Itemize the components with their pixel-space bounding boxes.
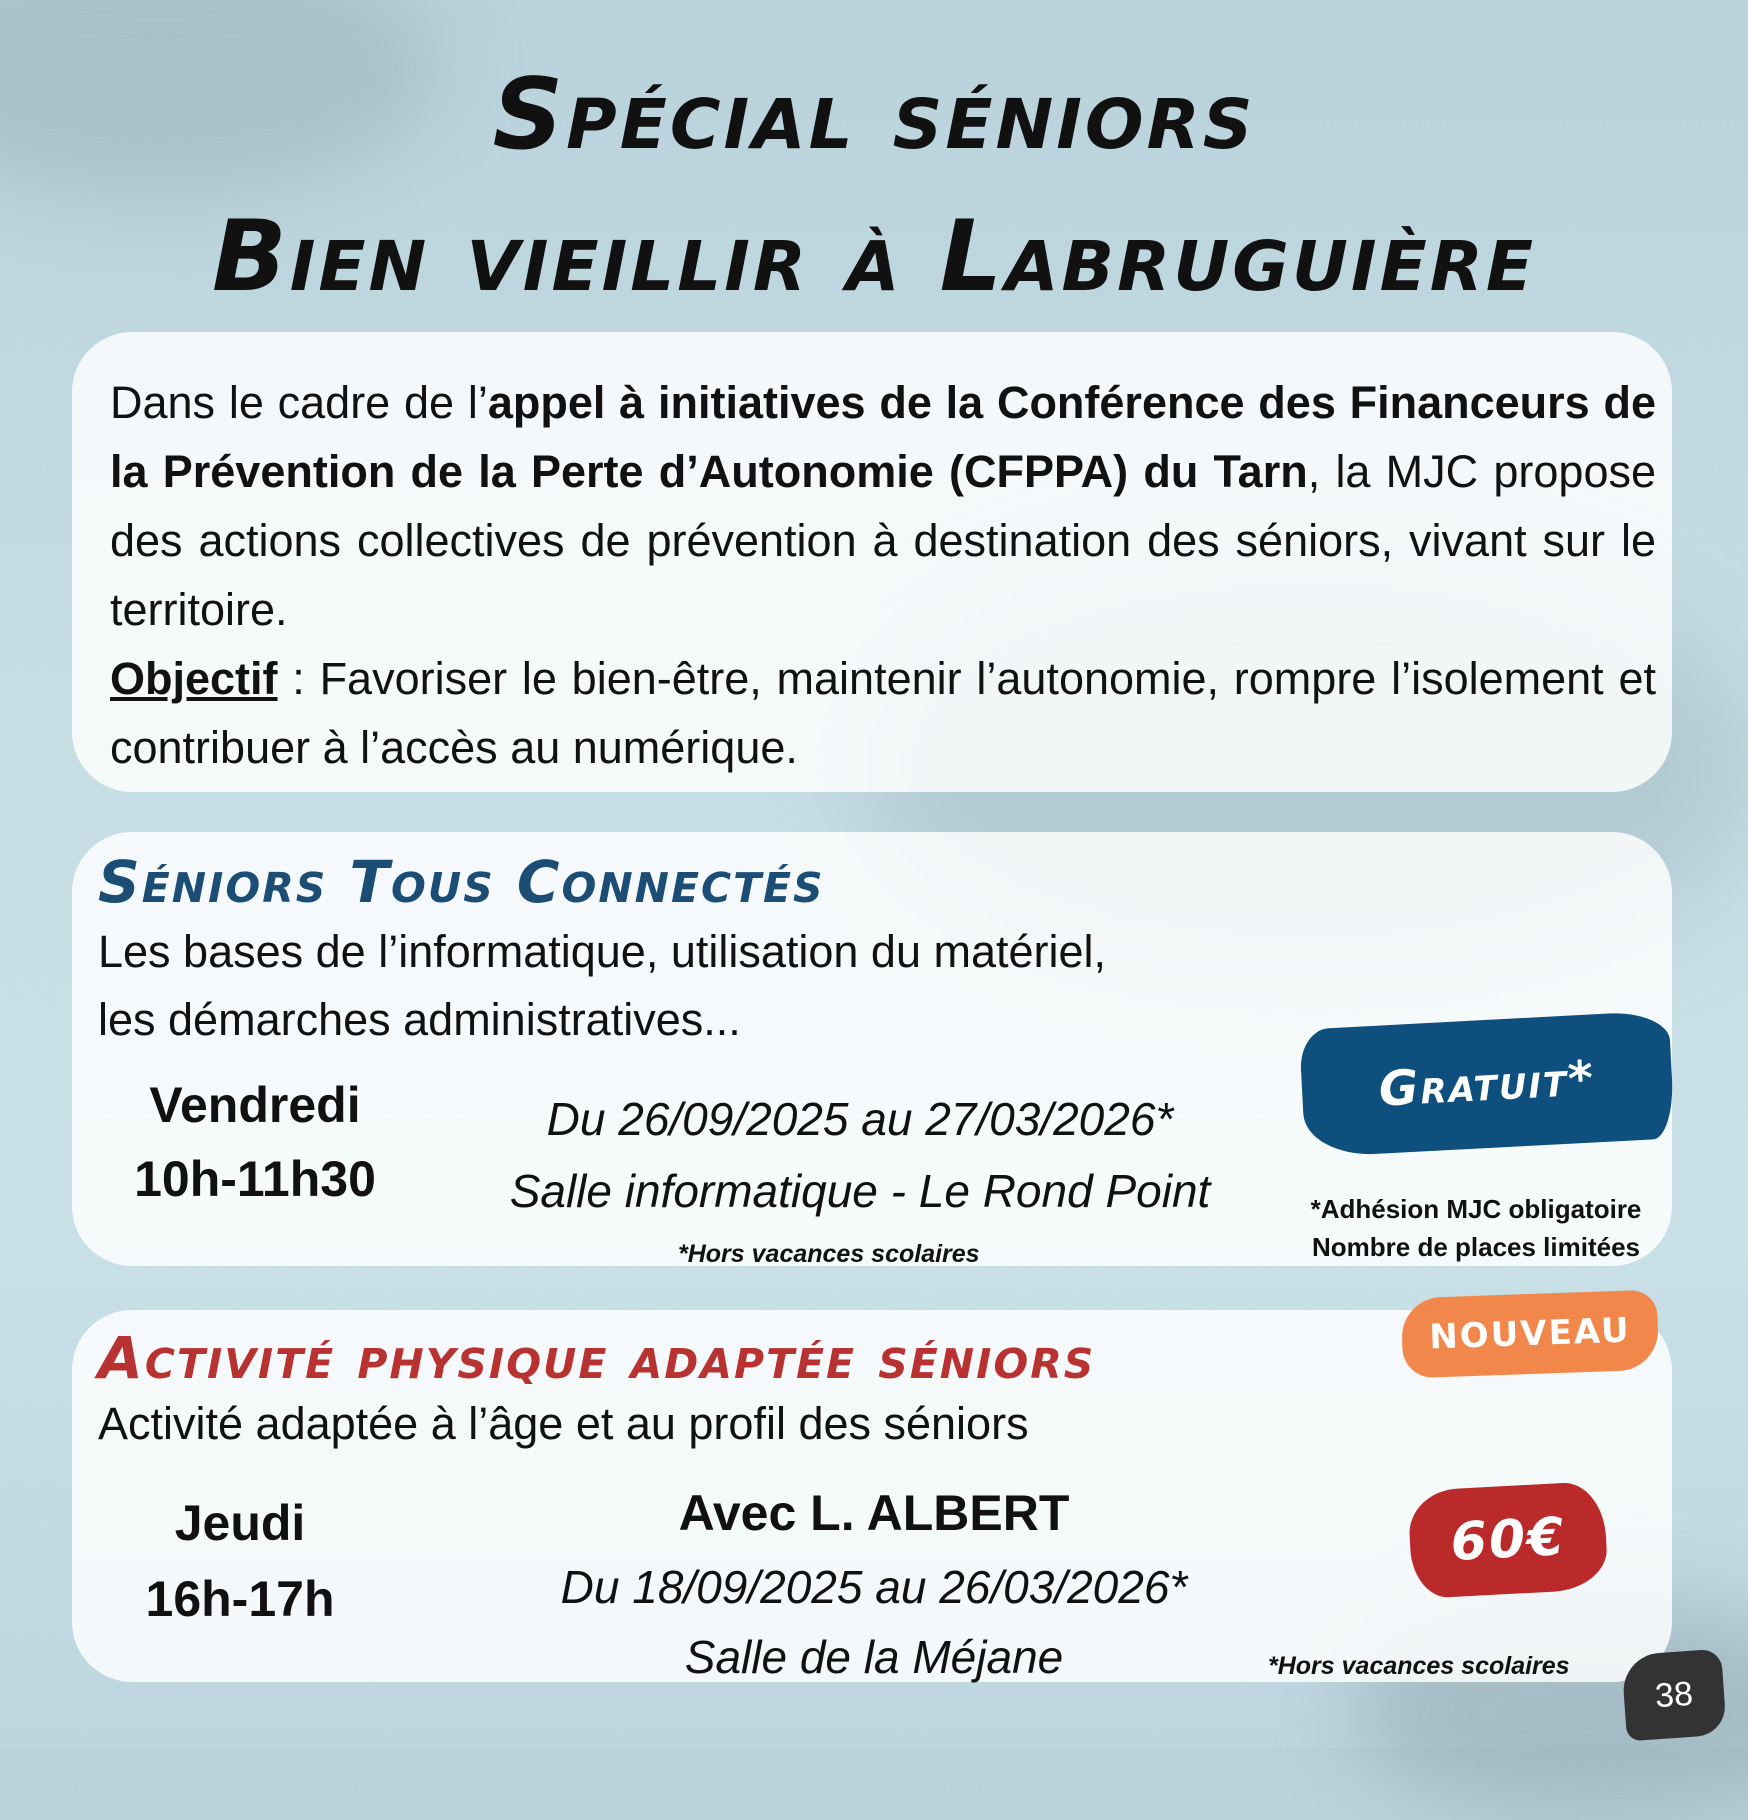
schedule-place: Salle de la Méjane [684, 1631, 1064, 1683]
objectif-text: : Favoriser le bien-être, maintenir l’autonomie, rompre l’isolement et contribuer à l’accès au numérique. [110, 653, 1656, 773]
holiday-note: *Hors vacances scolaires [678, 1240, 980, 1268]
membership-note: *Adhésion MJC obligatoire [1310, 1194, 1642, 1224]
schedule-place: Salle informatique - Le Rond Point [509, 1165, 1211, 1217]
section-desc-connectes [98, 918, 1106, 1054]
schedule-day: Jeudi [174, 1495, 306, 1551]
schedule-day: Vendredi [149, 1077, 361, 1133]
intro-p1-bold: appel à initiatives de la Conférence des Financeurs de la Prévention de la Perte d’Autonomie (CFPPA) du Tarn [110, 377, 1656, 497]
schedule-dates: Du 18/09/2025 au 26/03/2026* [560, 1561, 1188, 1613]
coach-name: Avec L. ALBERT [678, 1485, 1070, 1541]
intro-text [110, 368, 1656, 782]
objectif-label: Objectif [110, 653, 278, 704]
intro-p1-a: Dans le cadre de l’ [110, 377, 488, 428]
schedule-time: 16h-17h [145, 1571, 335, 1627]
new-badge: NOUVEAU [1401, 1290, 1660, 1379]
page-title-line2: Bien vieillir à Labruguière [212, 200, 1536, 314]
desc-line: Les bases de l’informatique, utilisation du matériel, [98, 926, 1107, 977]
page-title-line1: Spécial séniors [492, 58, 1256, 172]
holiday-note: *Hors vacances scolaires [1268, 1652, 1570, 1680]
section-title-connectes: Séniors Tous Connectés [98, 848, 825, 916]
places-note: Nombre de places limitées [1311, 1232, 1641, 1262]
desc-line: les démarches administratives... [98, 994, 741, 1045]
section-desc-activite: Activité adaptée à l’âge et au profil des séniors [98, 1398, 1029, 1449]
free-badge: Gratuit* [1299, 1010, 1675, 1157]
section-title-activite: Activité physique adaptée séniors [98, 1324, 1096, 1392]
schedule-time: 10h-11h30 [134, 1151, 376, 1207]
price-badge: 60€ [1407, 1481, 1608, 1599]
intro-p1-c: , la MJC propose des actions collectives de prévention à destination des séniors, vivant sur le territoire. [110, 446, 1657, 635]
schedule-dates: Du 26/09/2025 au 27/03/2026* [546, 1093, 1174, 1145]
page-number: 38 [1621, 1649, 1727, 1742]
membership-notes [1276, 1190, 1676, 1266]
